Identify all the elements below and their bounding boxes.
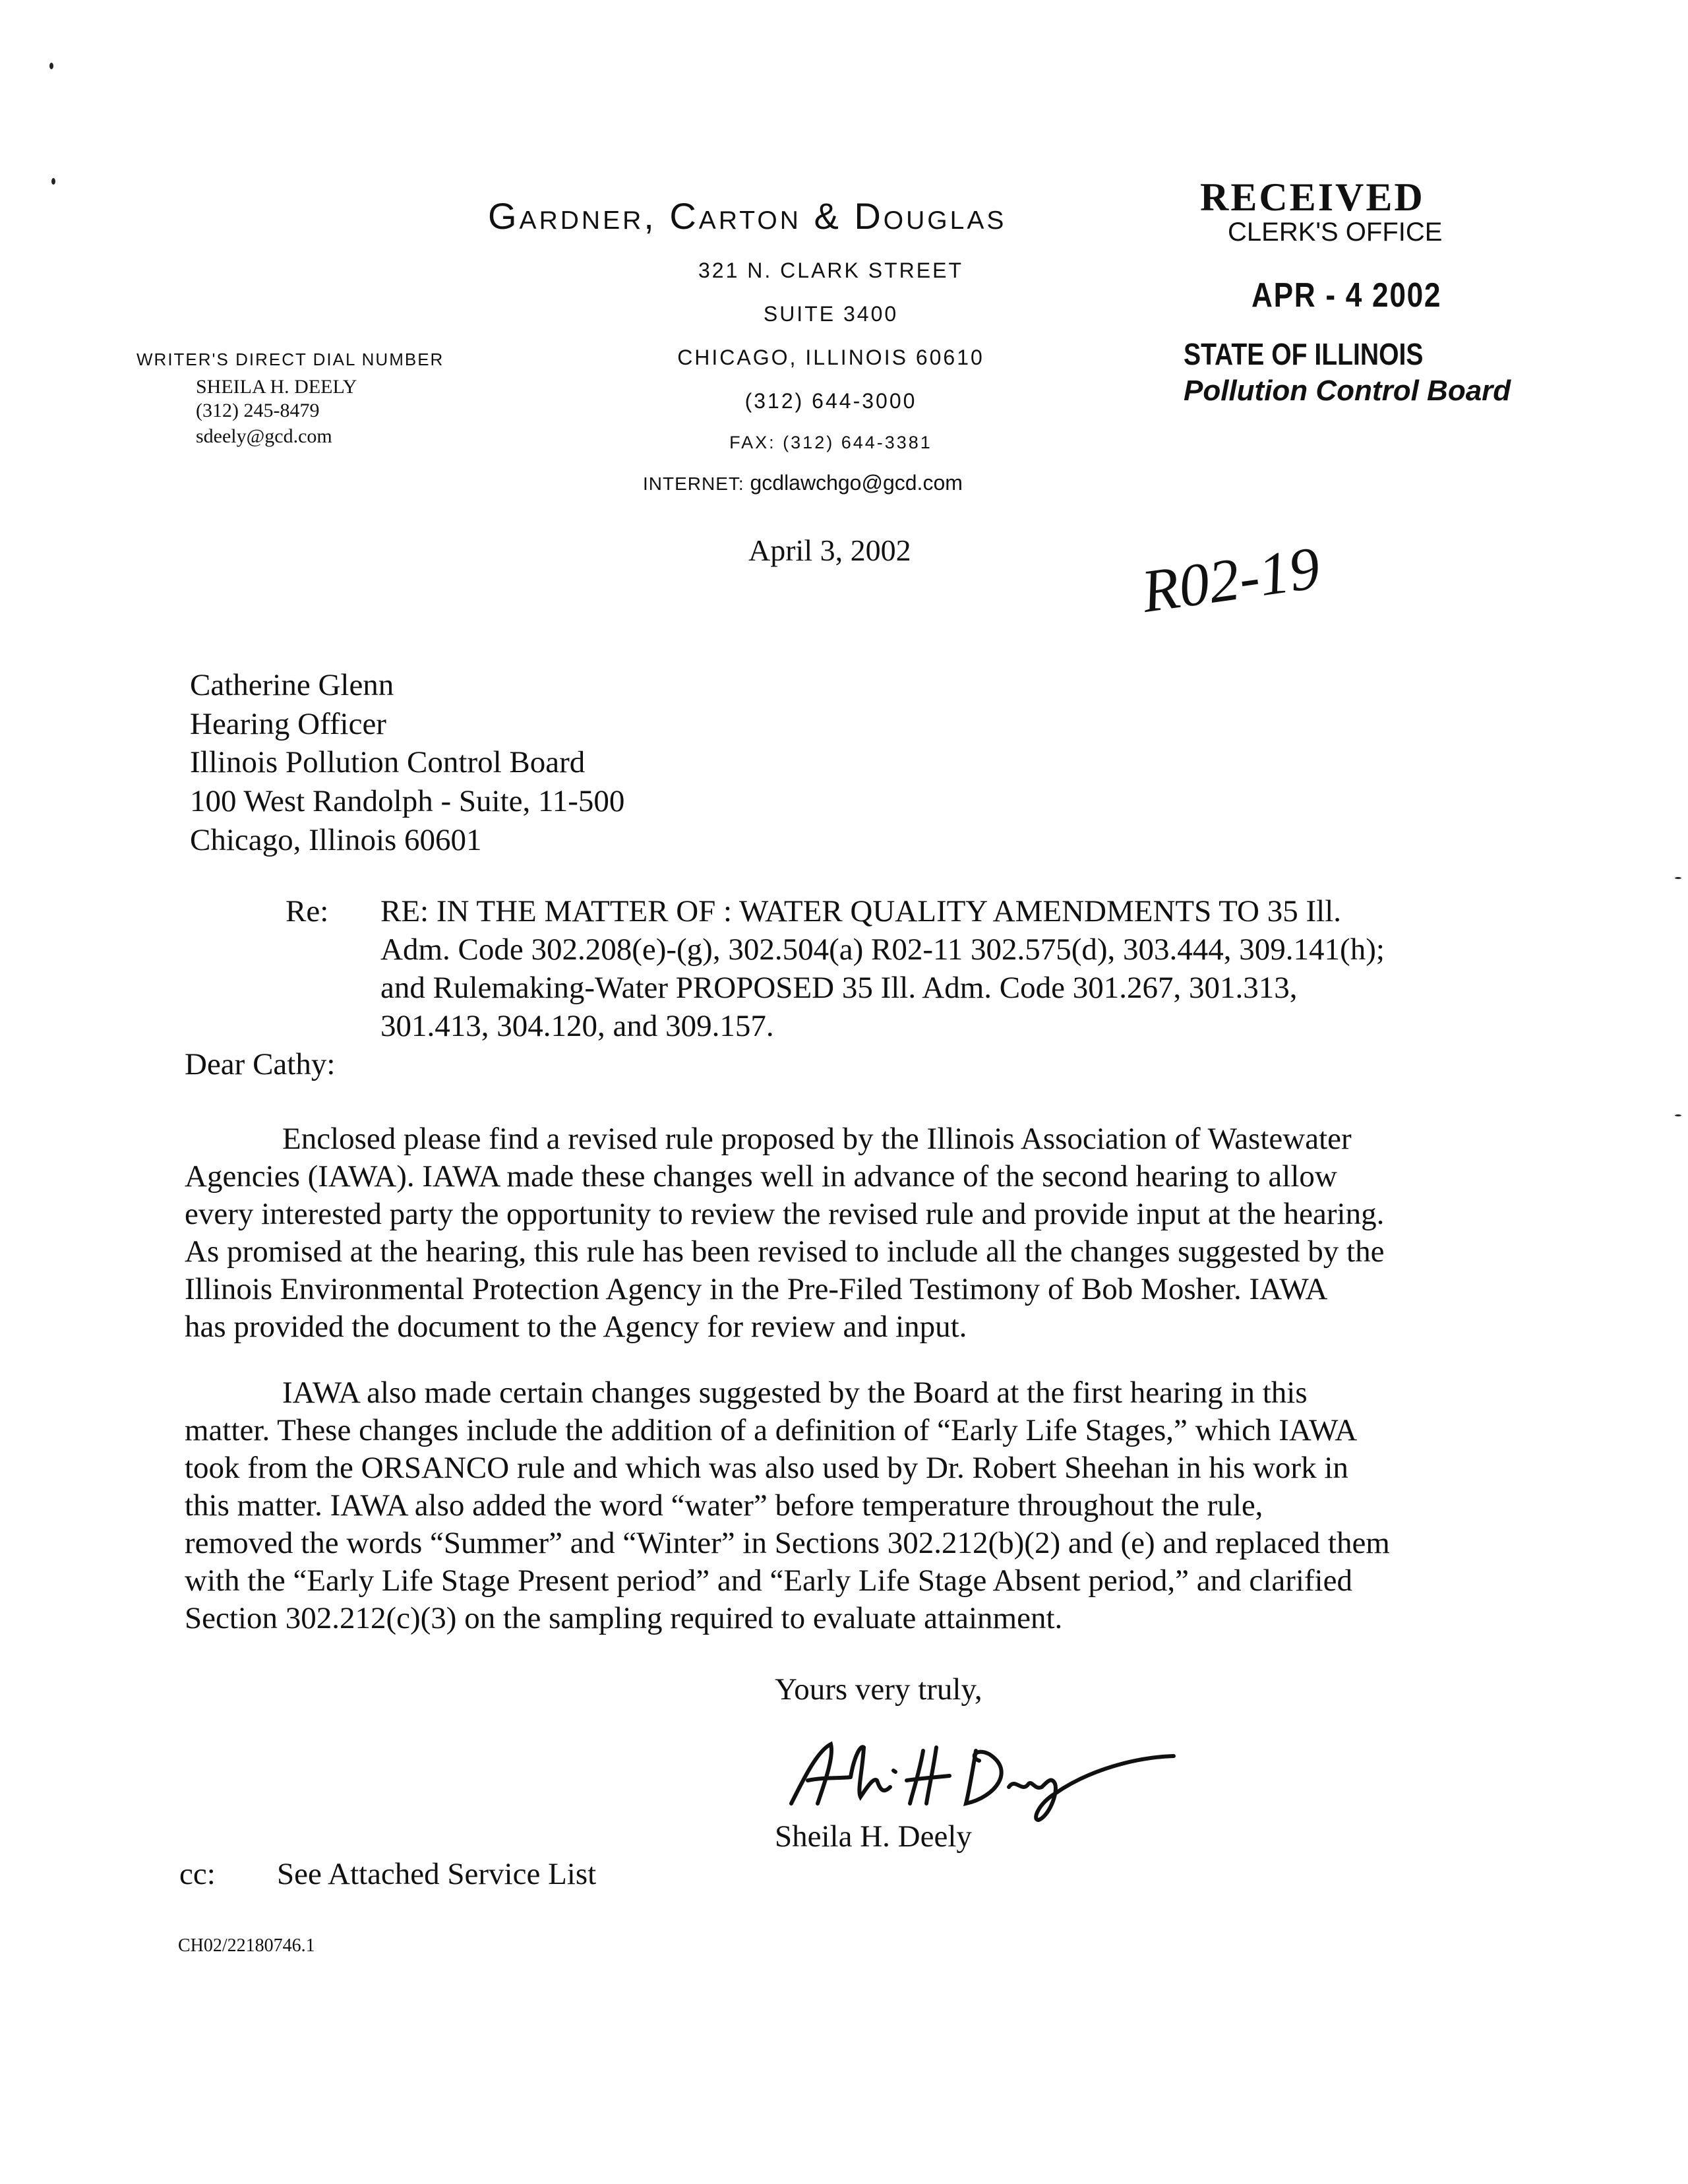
addressee-line: Hearing Officer xyxy=(190,707,386,741)
firm-fax: FAX: (312) 644-3381 xyxy=(729,433,932,452)
firm-internet-label: INTERNET: xyxy=(643,473,744,494)
body-line: Illinois Environmental Protection Agency in the Pre-Filed Testimony of Bob Mosher. IAWA xyxy=(185,1272,1328,1306)
letter-date: April 3, 2002 xyxy=(748,533,911,567)
handwritten-docket-number: R02-19 xyxy=(1137,533,1324,625)
body-line: with the “Early Life Stage Present period” and “Early Life Stage Absent period,” and clarified xyxy=(185,1563,1352,1598)
subject-line: Adm. Code 302.208(e)-(g), 302.504(a) R02-11 302.575(d), 303.444, 309.141(h); xyxy=(380,932,1385,967)
writer-name: SHEILA H. DEELY xyxy=(196,376,357,398)
firm-internet-value: gcdlawchgo@gcd.com xyxy=(750,471,963,495)
subject-line: 301.413, 304.120, and 309.157. xyxy=(380,1009,774,1043)
writer-dial-label: WRITER'S DIRECT DIAL NUMBER xyxy=(136,349,444,369)
body-line: removed the words “Summer” and “Winter” in Sections 302.212(b)(2) and (e) and replaced them xyxy=(185,1526,1390,1560)
body-line: matter. These changes include the addition of a definition of “Early Life Stages,” which IAWA xyxy=(185,1413,1358,1447)
body-line: Enclosed please find a revised rule proposed by the Illinois Association of Wastewater xyxy=(282,1122,1352,1156)
firm-internet xyxy=(643,471,963,495)
cc-label: cc: xyxy=(179,1857,216,1891)
body-line: every interested party the opportunity to review the revised rule and provide input at the hearing. xyxy=(185,1197,1385,1231)
firm-phone: (312) 644-3000 xyxy=(744,389,917,413)
scan-speck xyxy=(1675,1114,1681,1116)
addressee-line: 100 West Randolph - Suite, 11-500 xyxy=(190,784,625,818)
body-line: has provided the document to the Agency for review and input. xyxy=(185,1310,967,1344)
body-line: this matter. IAWA also added the word “water” before temperature throughout the rule, xyxy=(185,1488,1263,1523)
body-line: took from the ORSANCO rule and which was also used by Dr. Robert Sheehan in his work in xyxy=(185,1451,1348,1485)
scan-speck xyxy=(49,63,53,69)
scan-speck xyxy=(1675,877,1681,879)
subject-label: Re: xyxy=(286,894,329,928)
firm-suite: SUITE 3400 xyxy=(763,302,899,326)
body-line: As promised at the hearing, this rule has been revised to include all the changes suggested by the xyxy=(185,1234,1385,1269)
stamp-office: CLERK'S OFFICE xyxy=(1228,218,1443,247)
writer-email: sdeely@gcd.com xyxy=(196,425,332,447)
document-id: CH02/22180746.1 xyxy=(178,1935,315,1956)
addressee-line: Catherine Glenn xyxy=(190,668,394,702)
stamp-board: Pollution Control Board xyxy=(1184,375,1511,407)
firm-street: 321 N. CLARK STREET xyxy=(698,258,963,282)
signer-name: Sheila H. Deely xyxy=(775,1819,972,1854)
firm-city: CHICAGO, ILLINOIS 60610 xyxy=(677,346,984,369)
body-line: Agencies (IAWA). IAWA made these changes well in advance of the second hearing to allow xyxy=(185,1159,1337,1194)
cc-text: See Attached Service List xyxy=(277,1857,597,1891)
scan-speck xyxy=(51,178,55,185)
closing: Yours very truly, xyxy=(775,1672,982,1707)
body-line: Section 302.212(c)(3) on the sampling required to evaluate attainment. xyxy=(185,1601,1063,1635)
stamp-date: APR - 4 2002 xyxy=(1251,276,1442,315)
handwritten-signature xyxy=(778,1731,1187,1823)
writer-phone: (312) 245-8479 xyxy=(196,400,320,421)
body-line: IAWA also made certain changes suggested by the Board at the first hearing in this xyxy=(282,1376,1308,1410)
firm-name: Gardner, Carton & Douglas xyxy=(488,195,1007,237)
subject-line: and Rulemaking-Water PROPOSED 35 Ill. Adm. Code 301.267, 301.313, xyxy=(380,971,1298,1005)
stamp-state: STATE OF ILLINOIS xyxy=(1184,337,1424,371)
addressee-line: Illinois Pollution Control Board xyxy=(190,745,586,779)
subject-line: RE: IN THE MATTER OF : WATER QUALITY AMENDMENTS TO 35 Ill. xyxy=(380,894,1341,928)
stamp-received: RECEIVED xyxy=(1200,175,1425,219)
addressee-line: Chicago, Illinois 60601 xyxy=(190,823,482,857)
salutation: Dear Cathy: xyxy=(185,1047,336,1081)
